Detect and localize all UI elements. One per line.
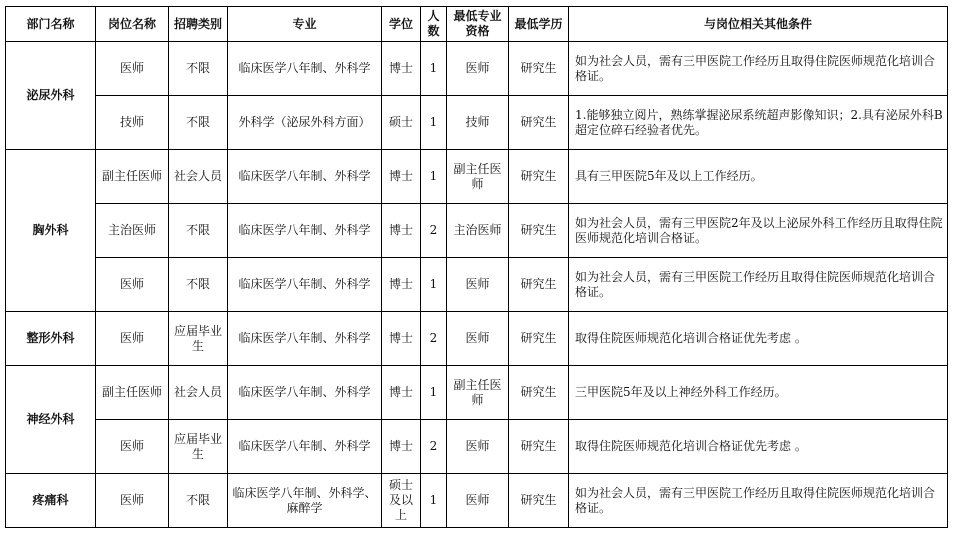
qualification-cell: 主治医师 <box>447 204 509 258</box>
degree-cell: 硕士 <box>382 96 421 150</box>
degree-cell: 硕士及以上 <box>382 474 421 528</box>
major-cell: 临床医学八年制、外科学 <box>228 150 382 204</box>
category-cell: 应届毕业生 <box>169 312 228 366</box>
header-degree: 学位 <box>382 7 421 42</box>
header-conditions: 与岗位相关其他条件 <box>569 7 948 42</box>
position-cell: 医师 <box>96 258 169 312</box>
department-cell: 泌尿外科 <box>6 42 96 150</box>
table-row <box>6 42 948 96</box>
conditions-cell: 如为社会人员，需有三甲医院工作经历且取得住院医师规范化培训合格证。 <box>569 42 948 96</box>
major-cell: 临床医学八年制、外科学 <box>228 204 382 258</box>
qualification-cell: 医师 <box>447 42 509 96</box>
qualification-cell: 副主任医师 <box>447 150 509 204</box>
degree-cell: 博士 <box>382 312 421 366</box>
header-count: 人数 <box>421 7 447 42</box>
recruitment-table <box>5 6 948 528</box>
conditions-cell: 如为社会人员，需有三甲医院2年及以上泌尿外科工作经历且取得住院医师规范化培训合格证。 <box>569 204 948 258</box>
education-cell: 研究生 <box>509 312 569 366</box>
table-row <box>6 150 948 204</box>
count-cell: 2 <box>421 420 447 474</box>
count-cell: 1 <box>421 42 447 96</box>
education-cell: 研究生 <box>509 258 569 312</box>
major-cell: 临床医学八年制、外科学 <box>228 312 382 366</box>
header-major: 专业 <box>228 7 382 42</box>
category-cell: 不限 <box>169 474 228 528</box>
table-row <box>6 366 948 420</box>
degree-cell: 博士 <box>382 366 421 420</box>
qualification-cell: 医师 <box>447 474 509 528</box>
major-cell: 临床医学八年制、外科学、麻醉学 <box>228 474 382 528</box>
qualification-cell: 医师 <box>447 420 509 474</box>
degree-cell: 博士 <box>382 150 421 204</box>
qualification-cell: 副主任医师 <box>447 366 509 420</box>
department-cell: 神经外科 <box>6 366 96 474</box>
major-cell: 临床医学八年制、外科学 <box>228 420 382 474</box>
position-cell: 副主任医师 <box>96 366 169 420</box>
degree-cell: 博士 <box>382 204 421 258</box>
conditions-cell: 如为社会人员，需有三甲医院工作经历且取得住院医师规范化培训合格证。 <box>569 258 948 312</box>
table-body <box>6 42 948 528</box>
count-cell: 1 <box>421 96 447 150</box>
table-row <box>6 204 948 258</box>
conditions-cell: 如为社会人员，需有三甲医院工作经历且取得住院医师规范化培训合格证。 <box>569 474 948 528</box>
category-cell: 社会人员 <box>169 366 228 420</box>
category-cell: 不限 <box>169 204 228 258</box>
education-cell: 研究生 <box>509 420 569 474</box>
table-row <box>6 258 948 312</box>
education-cell: 研究生 <box>509 204 569 258</box>
table-row <box>6 96 948 150</box>
education-cell: 研究生 <box>509 150 569 204</box>
degree-cell: 博士 <box>382 420 421 474</box>
degree-cell: 博士 <box>382 42 421 96</box>
header-row <box>6 7 948 42</box>
major-cell: 外科学（泌尿外科方面） <box>228 96 382 150</box>
table-row <box>6 474 948 528</box>
position-cell: 医师 <box>96 420 169 474</box>
table-row <box>6 312 948 366</box>
header-position: 岗位名称 <box>96 7 169 42</box>
count-cell: 1 <box>421 474 447 528</box>
header-education: 最低学历 <box>509 7 569 42</box>
category-cell: 不限 <box>169 96 228 150</box>
category-cell: 应届毕业生 <box>169 420 228 474</box>
header-qualification: 最低专业资格 <box>447 7 509 42</box>
conditions-cell: 具有三甲医院5年及以上工作经历。 <box>569 150 948 204</box>
count-cell: 1 <box>421 366 447 420</box>
education-cell: 研究生 <box>509 96 569 150</box>
header-department: 部门名称 <box>6 7 96 42</box>
qualification-cell: 技师 <box>447 96 509 150</box>
major-cell: 临床医学八年制、外科学 <box>228 366 382 420</box>
position-cell: 医师 <box>96 474 169 528</box>
count-cell: 1 <box>421 258 447 312</box>
conditions-cell: 三甲医院5年及以上神经外科工作经历。 <box>569 366 948 420</box>
education-cell: 研究生 <box>509 474 569 528</box>
qualification-cell: 医师 <box>447 258 509 312</box>
education-cell: 研究生 <box>509 366 569 420</box>
count-cell: 1 <box>421 150 447 204</box>
count-cell: 2 <box>421 312 447 366</box>
position-cell: 主治医师 <box>96 204 169 258</box>
position-cell: 医师 <box>96 312 169 366</box>
major-cell: 临床医学八年制、外科学 <box>228 42 382 96</box>
degree-cell: 博士 <box>382 258 421 312</box>
category-cell: 社会人员 <box>169 150 228 204</box>
education-cell: 研究生 <box>509 42 569 96</box>
conditions-cell: 取得住院医师规范化培训合格证优先考虑 。 <box>569 312 948 366</box>
category-cell: 不限 <box>169 42 228 96</box>
major-cell: 临床医学八年制、外科学 <box>228 258 382 312</box>
position-cell: 医师 <box>96 42 169 96</box>
header-category: 招聘类别 <box>169 7 228 42</box>
position-cell: 副主任医师 <box>96 150 169 204</box>
department-cell: 疼痛科 <box>6 474 96 528</box>
position-cell: 技师 <box>96 96 169 150</box>
department-cell: 胸外科 <box>6 150 96 312</box>
category-cell: 不限 <box>169 258 228 312</box>
department-cell: 整形外科 <box>6 312 96 366</box>
count-cell: 2 <box>421 204 447 258</box>
conditions-cell: 取得住院医师规范化培训合格证优先考虑 。 <box>569 420 948 474</box>
conditions-cell: 1.能够独立阅片，熟练掌握泌尿系统超声影像知识；2.具有泌尿外科B超定位碎石经验者优先。 <box>569 96 948 150</box>
table-row <box>6 420 948 474</box>
qualification-cell: 医师 <box>447 312 509 366</box>
